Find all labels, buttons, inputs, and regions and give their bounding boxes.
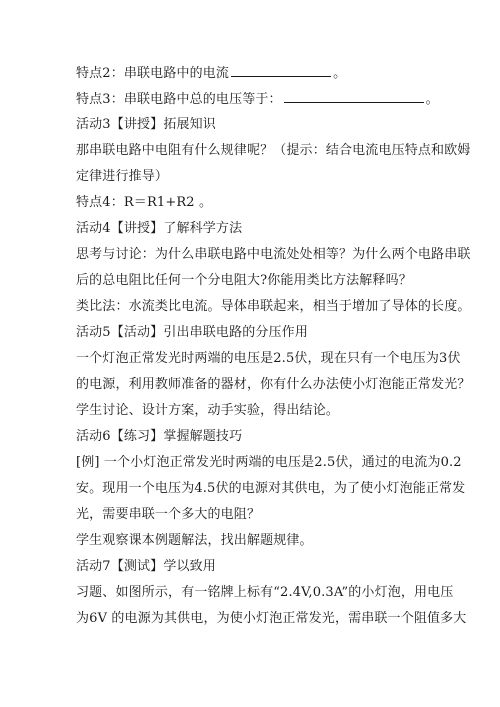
activity-7-title: 活动7【测试】学以致用 xyxy=(76,559,216,574)
feature-3-text: 特点3：串联电路中总的电压等于： xyxy=(76,92,282,107)
activity-5-title: 活动5【活动】引出串联电路的分压作用 xyxy=(76,325,308,340)
feature-2-text: 特点2：串联电路中的电流 xyxy=(76,66,230,81)
answer-blank xyxy=(284,90,424,103)
paragraph: 光，需要串联一个多大的电阻？ xyxy=(76,507,261,522)
feature-4-line: 特点4：R＝R1+R2 。 xyxy=(76,195,213,210)
paragraph: 安。现用一个电压为4.5伏的电源对其供电，为了使小灯泡能正常发 xyxy=(76,481,466,496)
paragraph: [例] 一个小灯泡正常发光时两端的电压是2.5伏，通过的电流为0.2 xyxy=(76,455,462,470)
paragraph: 类比法：水流类比电流。导体串联起来，相当于增加了导体的长度。 xyxy=(76,299,471,314)
paragraph: 后的总电阻比任何一个分电阻大?你能用类比方法解释吗？ xyxy=(76,273,412,288)
paragraph: 的电源，利用教师准备的器材，你有什么办法使小灯泡能正常发光？ xyxy=(76,377,471,392)
paragraph: 学生讨论、设计方案，动手实验，得出结论。 xyxy=(76,403,340,418)
activity-4-title: 活动4【讲授】了解科学方法 xyxy=(76,221,243,236)
paragraph: 学生观察课本例题解法，找出解题规律。 xyxy=(76,533,313,548)
paragraph: 习题、如图所示，有一铭牌上标有“2.4V,0.3A”的小灯泡，用电压 xyxy=(76,585,454,600)
feature-3-line: 特点3：串联电路中总的电压等于： 。 xyxy=(76,92,439,107)
paragraph: 定律进行推导） xyxy=(76,169,169,184)
paragraph: 为6V 的电源为其供电，为使小灯泡正常发光，需串联一个阻值多大 xyxy=(76,611,467,626)
paragraph: 思考与讨论：为什么串联电路中电流处处相等？为什么两个电路串联 xyxy=(76,247,471,262)
paragraph: 一个灯泡正常发光时两端的电压是2.5伏，现在只有一个电压为3伏 xyxy=(76,351,461,366)
paragraph: 那串联电路中电阻有什么规律呢？（提示：结合电流电压特点和欧姆 xyxy=(76,143,471,158)
activity-6-title: 活动6【练习】掌握解题技巧 xyxy=(76,429,243,444)
activity-3-title: 活动3【讲授】拓展知识 xyxy=(76,117,216,132)
feature-2-line: 特点2：串联电路中的电流 。 xyxy=(76,66,347,81)
answer-blank xyxy=(231,64,331,77)
